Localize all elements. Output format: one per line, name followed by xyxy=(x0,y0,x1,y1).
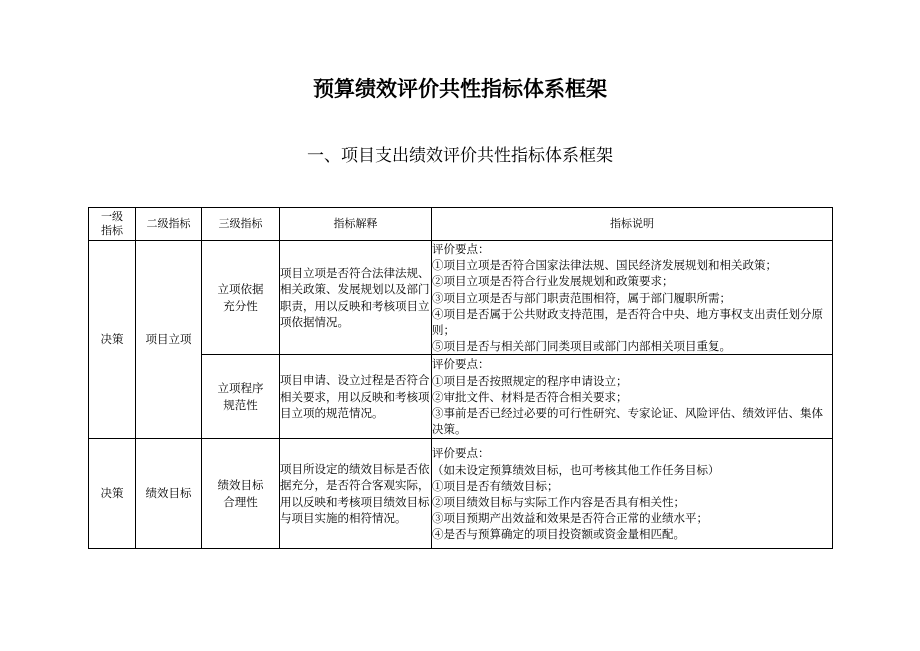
note-line: 评价要点： xyxy=(432,357,490,372)
explanation-cell: 项目申请、设立过程是否符合相关要求，用以反映和考核项目立项的规范情况。 xyxy=(280,355,432,439)
header-notes: 指标说明 xyxy=(432,208,833,241)
note-line: ⑤项目是否与相关部门同类项目或部门内部相关项目重复。 xyxy=(432,339,731,354)
table-header-row xyxy=(89,208,833,241)
note-line: 评价要点： xyxy=(432,446,490,461)
note-line: ③项目预期产出效益和效果是否符合正常的业绩水平； xyxy=(432,511,708,526)
table-row xyxy=(89,241,833,355)
explanation-cell: 项目所设定的绩效目标是否依据充分，是否符合客观实际，用以反映和考核项目绩效目标与项目实施的相符情况。 xyxy=(280,439,432,549)
note-line: ②项目绩效目标与实际工作内容是否具有相关性； xyxy=(432,494,685,509)
indicator-table xyxy=(88,207,833,549)
notes-cell xyxy=(432,241,833,355)
level3-cell: 绩效目标 合理性 xyxy=(202,439,280,549)
level3-cell: 立项程序 规范性 xyxy=(202,355,280,439)
note-line: （如未设定预算绩效目标，也可考核其他工作任务目标） xyxy=(432,462,720,477)
explanation-cell: 项目立项是否符合法律法规、相关政策、发展规划以及部门职责，用以反映和考核项目立项依据情况。 xyxy=(280,241,432,355)
note-line: ①项目立项是否符合国家法律法规、国民经济发展规划和相关政策； xyxy=(432,258,777,273)
note-line: ②项目立项是否符合行业发展规划和政策要求； xyxy=(432,274,674,289)
notes-cell xyxy=(432,439,833,549)
note-line: ①项目是否有绩效目标； xyxy=(432,478,559,493)
header-explanation: 指标解释 xyxy=(280,208,432,241)
header-level3: 三级指标 xyxy=(202,208,280,241)
header-level1: 一级 指标 xyxy=(89,208,136,241)
note-line: ③事前是否已经过必要的可行性研究、专家论证、风险评估、绩效评估、集体决策。 xyxy=(432,406,823,437)
document-title: 预算绩效评价共性指标体系框架 xyxy=(313,77,607,101)
level2-cell: 项目立项 xyxy=(136,241,202,439)
header-level2: 二级指标 xyxy=(136,208,202,241)
level3-cell: 立项依据 充分性 xyxy=(202,241,280,355)
level2-cell: 绩效目标 xyxy=(136,439,202,549)
note-line: ①项目是否按照规定的程序申请设立； xyxy=(432,373,628,388)
level1-cell: 决策 xyxy=(89,439,136,549)
note-line: ④项目是否属于公共财政支持范围，是否符合中央、地方事权支出责任划分原则； xyxy=(432,306,823,338)
note-line: ③项目立项是否与部门职责范围相符，属于部门履职所需； xyxy=(432,290,731,305)
section-subtitle: 一、项目支出绩效评价共性指标体系框架 xyxy=(307,146,613,166)
note-line: ④是否与预算确定的项目投资额或资金量相匹配。 xyxy=(432,527,685,542)
table-row xyxy=(89,439,833,549)
note-line: 评价要点： xyxy=(432,242,490,256)
note-line: ②审批文件、材料是否符合相关要求； xyxy=(432,389,628,404)
notes-cell xyxy=(432,355,833,439)
level1-cell: 决策 xyxy=(89,241,136,439)
